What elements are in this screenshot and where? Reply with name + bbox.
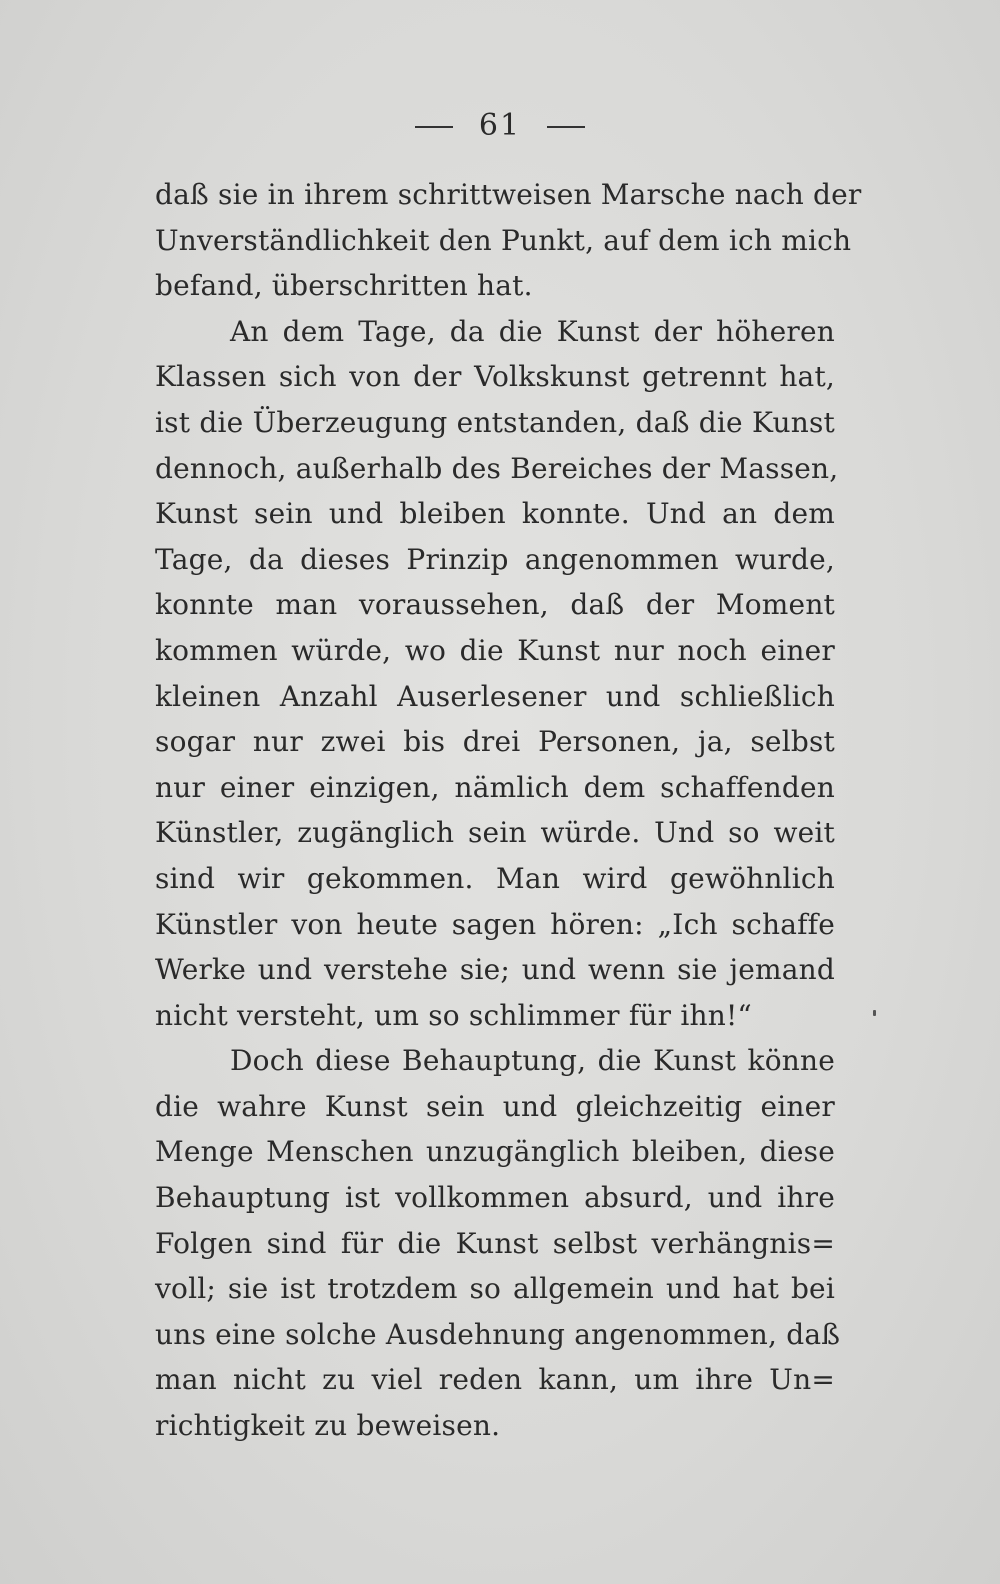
- text-line: nur einer einzigen, nämlich dem schaffenden: [155, 770, 835, 804]
- text-line: sind wir gekommen. Man wird gewöhnlich: [155, 861, 835, 895]
- paper-speck: [873, 1010, 876, 1016]
- page-number-header: [0, 108, 1000, 143]
- text-line: Unverständlichkeit den Punkt, auf dem ich mich: [155, 223, 852, 257]
- text-line: daß sie in ihrem schrittweisen Marsche nach der: [155, 178, 862, 211]
- text-line: Tage, da dieses Prinzip angenommen wurde,: [155, 542, 835, 576]
- page-number: 61: [478, 108, 522, 143]
- header-dash-right: [547, 126, 585, 128]
- text-line: An dem Tage, da die Kunst der höheren: [230, 314, 835, 348]
- text-line: Künstler von heute sagen hören: „Ich schaffe: [155, 907, 835, 941]
- body-text: [155, 172, 862, 1449]
- text-line: kleinen Anzahl Auserlesener und schließlich: [155, 679, 835, 713]
- text-line: ist die Überzeugung entstanden, daß die Kunst: [155, 405, 835, 439]
- text-line: nicht versteht, um so schlimmer für ihn!“: [155, 998, 752, 1032]
- text-line: dennoch, außerhalb des Bereiches der Massen,: [155, 451, 839, 485]
- text-line: uns eine solche Ausdehnung angenommen, daß: [155, 1317, 841, 1351]
- text-line: die wahre Kunst sein und gleichzeitig einer: [155, 1089, 835, 1123]
- text-line: Folgen sind für die Kunst selbst verhängnis=: [155, 1226, 835, 1260]
- text-line: voll; sie ist trotzdem so allgemein und hat bei: [155, 1272, 835, 1306]
- text-line: Künstler, zugänglich sein würde. Und so weit: [155, 816, 835, 850]
- text-line: Klassen sich von der Volkskunst getrennt hat,: [155, 360, 835, 394]
- header-dash-left: [415, 126, 453, 128]
- text-line: Behauptung ist vollkommen absurd, und ihre: [155, 1181, 835, 1215]
- text-line: Doch diese Behauptung, die Kunst könne: [230, 1044, 835, 1078]
- text-line: richtigkeit zu beweisen.: [155, 1409, 501, 1443]
- text-line: Menge Menschen unzugänglich bleiben, diese: [155, 1135, 835, 1169]
- text-line: konnte man voraussehen, daß der Moment: [155, 588, 835, 622]
- text-line: man nicht zu viel reden kann, um ihre Un=: [155, 1363, 835, 1397]
- text-line: befand, überschritten hat.: [155, 269, 533, 303]
- text-line: sogar nur zwei bis drei Personen, ja, selbst: [155, 725, 835, 759]
- text-line: kommen würde, wo die Kunst nur noch einer: [155, 633, 835, 667]
- text-line: Werke und verstehe sie; und wenn sie jemand: [155, 953, 835, 987]
- text-line: Kunst sein und bleiben konnte. Und an dem: [155, 497, 835, 531]
